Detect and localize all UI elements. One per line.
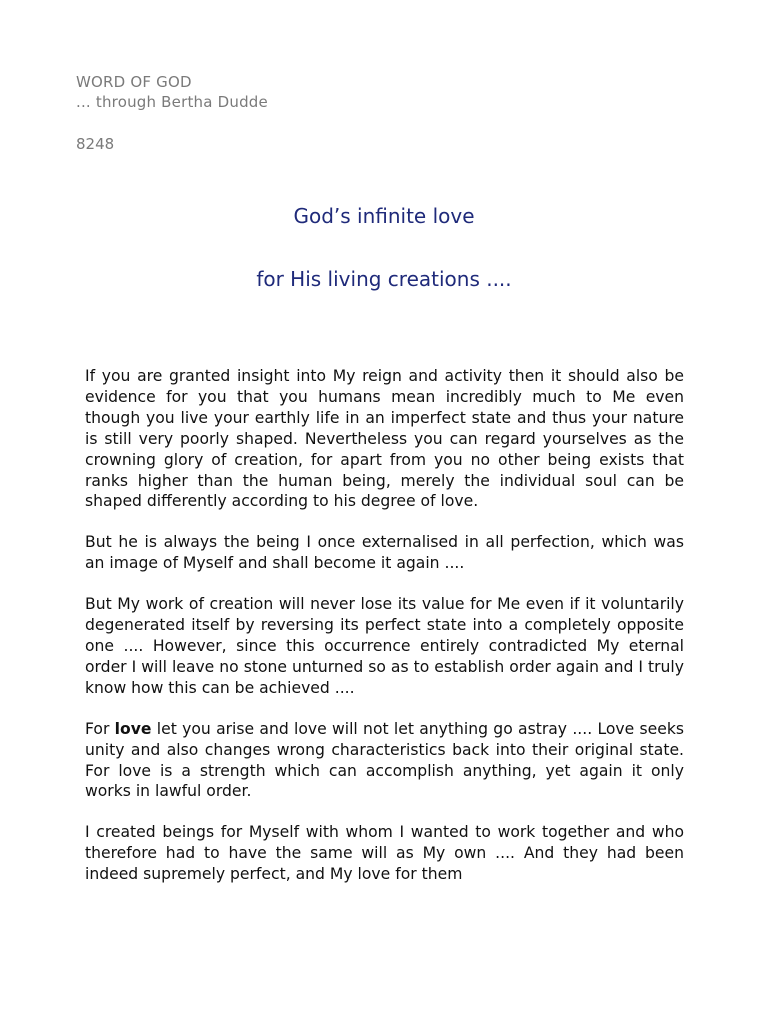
paragraph-2: But he is always the being I once externalised in all perfection, which was an image of Myself and shall become it again .... xyxy=(85,533,684,573)
paragraph-4-text: let you arise and love will not let anything go astray .... Love seeks unity and also changes wrong characteristics back into their original state. For love is a strength which can accomplish anything, yet again it only works in lawful order. xyxy=(85,719,684,801)
page-title: God’s infinite love xyxy=(293,204,475,228)
paragraph-5: I created beings for Myself with whom I wanted to work together and who therefore had to have the same will as My own .... And they had been indeed supremely perfect, and My love for them xyxy=(85,823,684,884)
header-subtitle: ... through Bertha Dudde xyxy=(76,93,268,111)
document-body xyxy=(85,366,684,905)
document-header xyxy=(76,72,268,112)
document-number: 8248 xyxy=(76,135,115,153)
paragraph-3: But My work of creation will never lose its value for Me even if it voluntarily degenerated itself by reversing its perfect state into a completely opposite one .... However, since this occurrence entirely contradicted My eternal order I will leave no stone unturned so as to establish order again and I truly know how this can be achieved .... xyxy=(85,595,684,697)
page-subtitle: for His living creations .... xyxy=(256,267,512,291)
paragraph-1: If you are granted insight into My reign and activity then it should also be evidence for you that you humans mean incredibly much to Me even though you live your earthly life in an imperfect state and thus your nature is still very poorly shaped. Nevertheless you can regard yourselves as the crowning glory of creation, for apart from you no other being exists that ranks higher than the human being, merely the individual soul can be shaped differently according to his degree of love. xyxy=(85,367,684,511)
paragraph-4-prefix: For xyxy=(85,719,115,738)
emphasis-love: love xyxy=(114,719,152,738)
paragraph-4 xyxy=(85,719,684,803)
header-title: WORD OF GOD xyxy=(76,73,192,91)
